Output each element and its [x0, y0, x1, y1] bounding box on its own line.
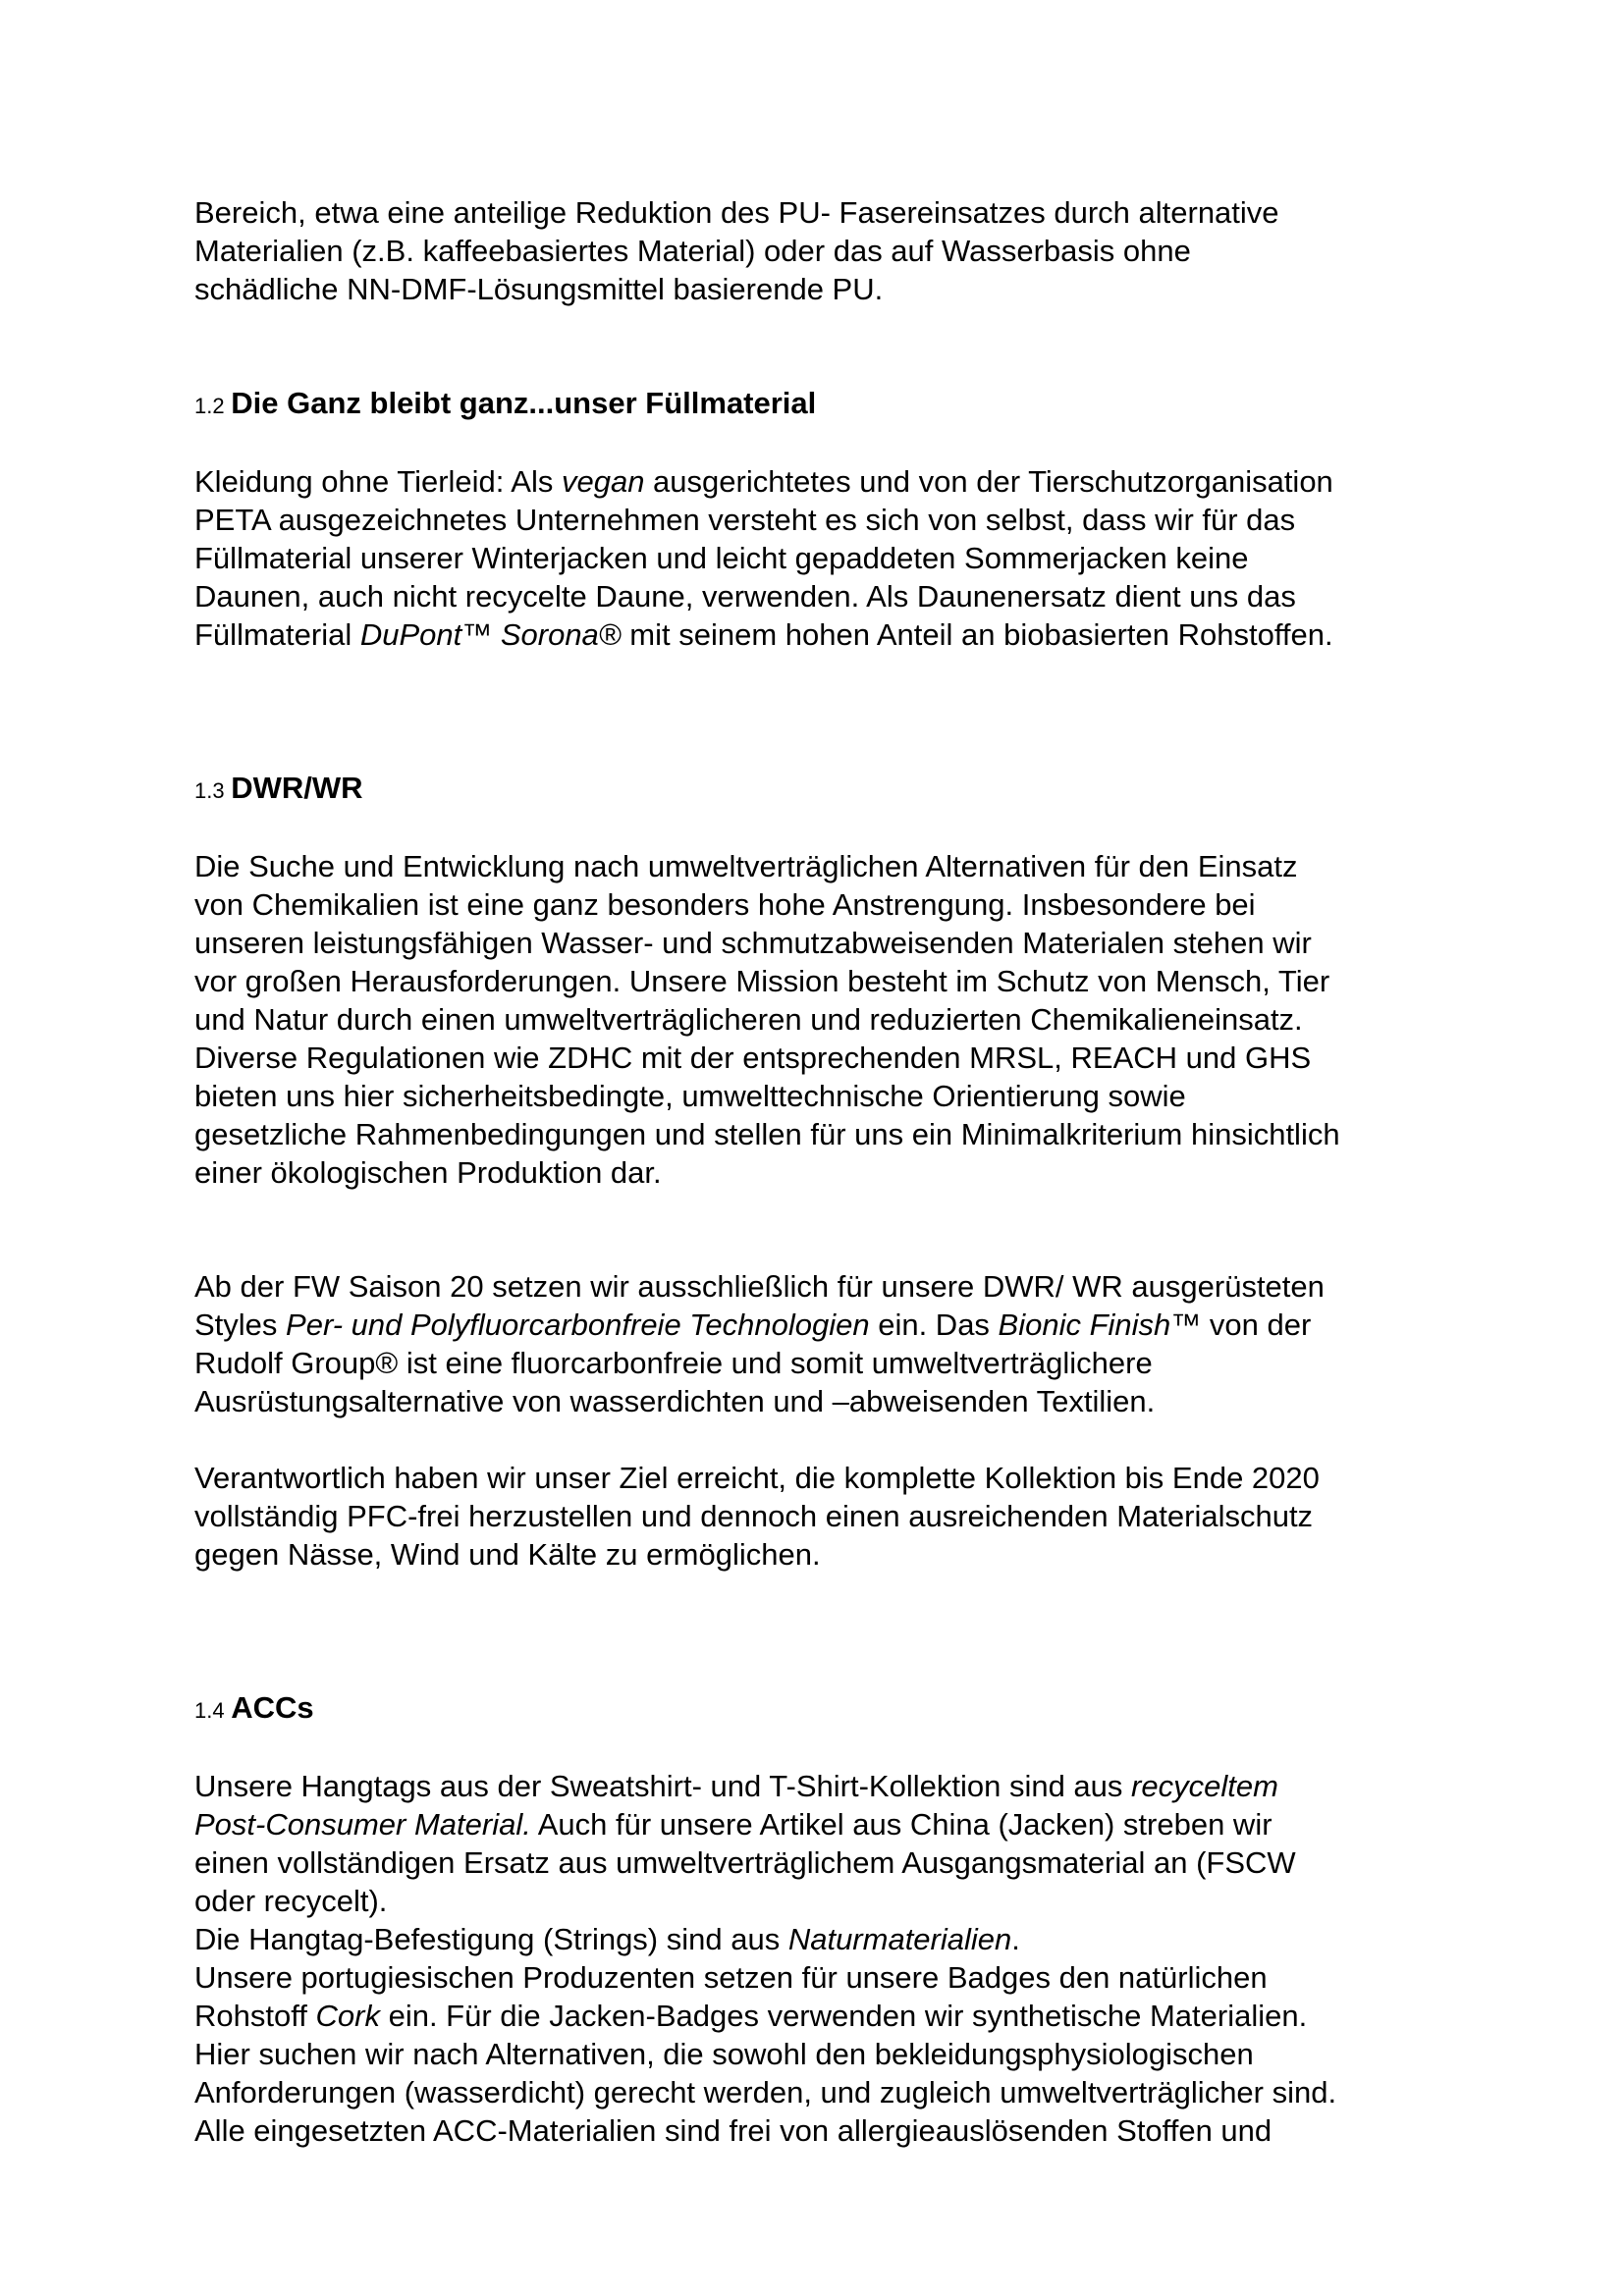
text-line: Materialien (z.B. kaffeebasiertes Material) oder das auf Wasserbasis ohne [194, 234, 1191, 268]
text-line: Alle eingesetzten ACC-Materialien sind frei von allergieauslösenden Stoffen und [194, 2113, 1272, 2148]
text-line: vor großen Herausforderungen. Unsere Mission besteht im Schutz von Mensch, Tier [194, 964, 1330, 998]
dwr-paragraph-2 [194, 1267, 1471, 1420]
dwr-paragraph-3 [194, 1459, 1471, 1574]
text-line: Unsere Hangtags aus der Sweatshirt- und T-Shirt-Kollektion sind aus recyceltem [194, 1769, 1278, 1803]
text-line: Ab der FW Saison 20 setzen wir ausschließlich für unsere DWR/ WR ausgerüsteten [194, 1269, 1325, 1304]
document-body [194, 193, 1471, 2150]
text-line: PETA ausgezeichnetes Unternehmen versteht es sich von selbst, dass wir für das [194, 503, 1296, 537]
text-line: schädliche NN-DMF-Lösungsmittel basierende PU. [194, 272, 884, 306]
text-line: Verantwortlich haben wir unser Ziel erreicht, die komplette Kollektion bis Ende 2020 [194, 1461, 1320, 1495]
accs-paragraph [194, 1767, 1471, 2150]
text-line: Bereich, etwa eine anteilige Reduktion des PU- Fasereinsatzes durch alternative [194, 195, 1279, 230]
section-title: DWR/WR [231, 771, 363, 805]
text-line: einer ökologischen Produktion dar. [194, 1155, 662, 1190]
text-line: Rohstoff Cork ein. Für die Jacken-Badges verwenden wir synthetische Materialien. [194, 1999, 1308, 2033]
text-line: Die Suche und Entwicklung nach umweltverträglichen Alternativen für den Einsatz [194, 849, 1298, 883]
text-line: unseren leistungsfähigen Wasser- und schmutzabweisenden Materialen stehen wir [194, 926, 1312, 960]
text-line: Diverse Regulationen wie ZDHC mit der entsprechenden MRSL, REACH und GHS [194, 1041, 1312, 1075]
section-title: ACCs [231, 1690, 314, 1725]
section-number: 1.4 [194, 1698, 225, 1723]
fill-material-paragraph [194, 462, 1471, 654]
text-line: Styles Per- und Polyfluorcarbonfreie Technologien ein. Das Bionic Finish™ von der [194, 1308, 1312, 1342]
text-line: gegen Nässe, Wind und Kälte zu ermöglichen. [194, 1537, 821, 1572]
text-line: gesetzliche Rahmenbedingungen und stellen für uns ein Minimalkriterium hinsichtlich [194, 1117, 1340, 1151]
text-line: einen vollständigen Ersatz aus umweltverträglichem Ausgangsmaterial an (FSCW [194, 1845, 1296, 1880]
section-title: Die Ganz bleibt ganz...unser Füllmaterial [231, 386, 817, 420]
text-line: von Chemikalien ist eine ganz besonders hohe Anstrengung. Insbesondere bei [194, 887, 1256, 922]
text-line: Hier suchen wir nach Alternativen, die sowohl den bekleidungsphysiologischen [194, 2037, 1254, 2071]
text-line: Post-Consumer Material. Auch für unsere Artikel aus China (Jacken) streben wir [194, 1807, 1272, 1842]
text-line: Ausrüstungsalternative von wasserdichten und –abweisenden Textilien. [194, 1384, 1156, 1418]
text-line: Die Hangtag-Befestigung (Strings) sind aus Naturmaterialien. [194, 1922, 1020, 1956]
text-line: Füllmaterial unserer Winterjacken und leicht gepaddeten Sommerjacken keine [194, 541, 1249, 575]
text-line: Kleidung ohne Tierleid: Als vegan ausgerichtetes und von der Tierschutzorganisation [194, 464, 1333, 499]
text-line: vollständig PFC-frei herzustellen und dennoch einen ausreichenden Materialschutz [194, 1499, 1314, 1533]
section-heading-1-3 [194, 769, 1471, 810]
section-heading-1-2 [194, 384, 1471, 425]
text-line: und Natur durch einen umweltverträglicheren und reduzierten Chemikalieneinsatz. [194, 1002, 1303, 1037]
intro-paragraph [194, 193, 1471, 308]
section-number: 1.3 [194, 778, 225, 803]
text-line: Anforderungen (wasserdicht) gerecht werden, und zugleich umweltverträglicher sind. [194, 2075, 1337, 2109]
dwr-paragraph-1 [194, 847, 1471, 1192]
text-line: Rudolf Group® ist eine fluorcarbonfreie und somit umweltverträglichere [194, 1346, 1153, 1380]
text-line: Unsere portugiesischen Produzenten setzen für unsere Badges den natürlichen [194, 1960, 1268, 1995]
text-line: oder recycelt). [194, 1884, 388, 1918]
text-line: bieten uns hier sicherheitsbedingte, umwelttechnische Orientierung sowie [194, 1079, 1186, 1113]
text-line: Daunen, auch nicht recycelte Daune, verwenden. Als Daunenersatz dient uns das [194, 579, 1296, 614]
text-line: Füllmaterial DuPont™ Sorona® mit seinem hohen Anteil an biobasierten Rohstoffen. [194, 617, 1333, 652]
section-heading-1-4 [194, 1688, 1471, 1730]
section-number: 1.2 [194, 394, 225, 418]
